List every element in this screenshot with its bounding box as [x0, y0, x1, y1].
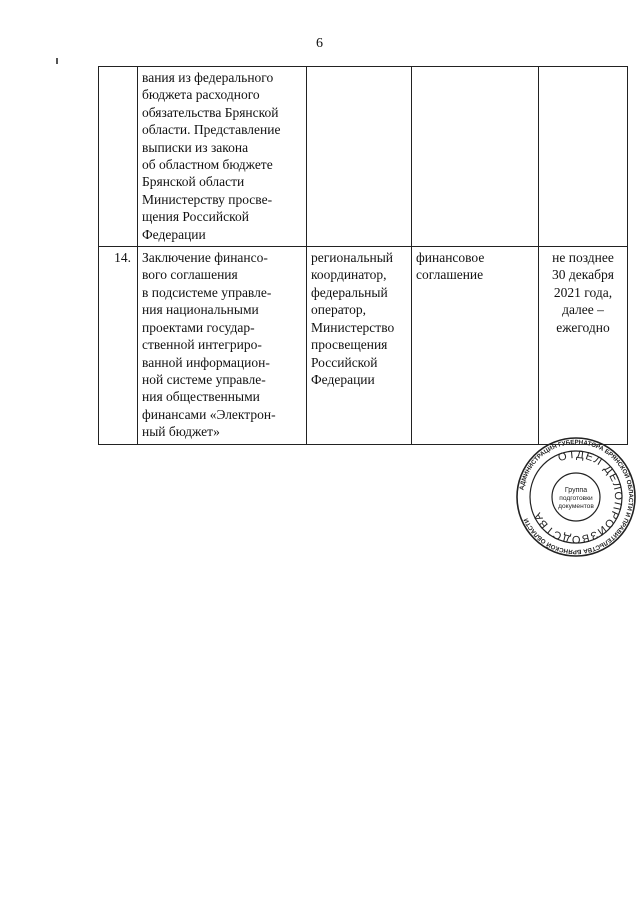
description-cell: вания из федерального бюджета расходного обязательства Брянской области. Представление выписки из закона об областном бюджете Брянской области Министерству просве- щения Российской Федерации	[138, 67, 307, 247]
official-stamp	[515, 436, 637, 558]
stamp-center-line1: Группа	[564, 487, 588, 494]
margin-mark	[56, 58, 58, 64]
description-cell: Заключение финансо- вого соглашения в подсистеме управле- ния национальными проектами государ- ственной интегриро- ванной информацион- ной системе управле- ния общественными финансами «Электрон- ный бюджет»	[138, 247, 307, 444]
result-cell: финансовое соглашение	[412, 247, 539, 444]
stamp-inner-text: ОТДЕЛ ДЕЛОПРОИЗВОДСТВА	[531, 448, 625, 546]
responsible-cell	[307, 67, 412, 247]
result-cell	[412, 67, 539, 247]
deadline-cell: не позднее 30 декабря 2021 года, далее – ежегодно	[539, 247, 628, 444]
stamp-center-line2: подготовки	[559, 495, 593, 502]
row-number-cell: 14.	[99, 247, 138, 444]
row-number-cell	[99, 67, 138, 247]
stamp-outer-text: АДМИНИСТРАЦИЯ ГУБЕРНАТОРА БРЯНСКОЙ ОБЛАСТИ И ПРАВИТЕЛЬСТВА БРЯНСКОЙ ОБЛАСТИ	[518, 438, 635, 556]
page-number: 6	[316, 36, 323, 51]
deadline-cell	[539, 67, 628, 247]
table-row	[99, 67, 628, 247]
activity-table	[98, 66, 628, 445]
table-row	[99, 247, 628, 444]
stamp-center-line3: документов	[558, 503, 594, 510]
responsible-cell: региональный координатор, федеральный оператор, Министерство просвещения Российской Федерации	[307, 247, 412, 444]
